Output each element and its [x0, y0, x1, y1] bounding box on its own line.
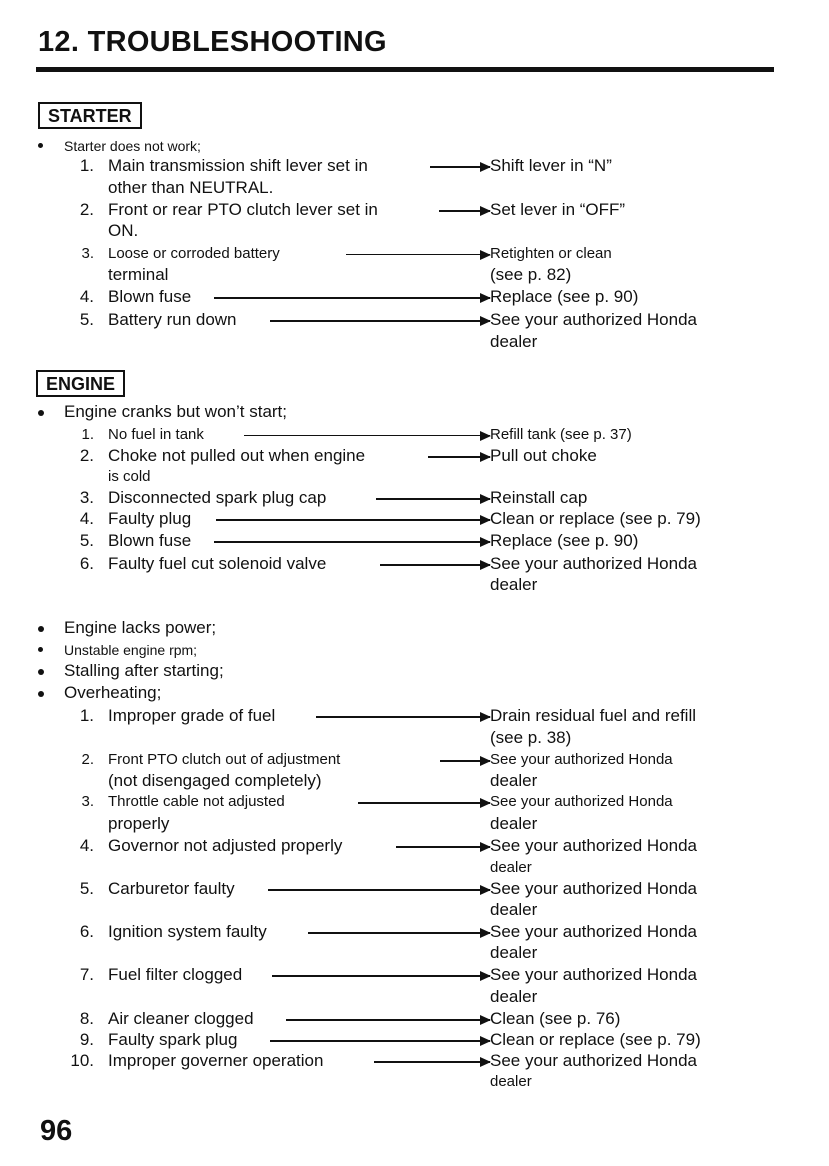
engine-item-2 [56, 750, 766, 772]
cause-text: Improper governer operation [108, 1051, 324, 1070]
starter-item-1 [56, 156, 766, 178]
cause-text: No fuel in tank [108, 426, 204, 443]
bullet-dot-icon [38, 669, 44, 675]
engine-item-10 [56, 1051, 766, 1073]
remedy-text: Replace (see p. 90) [490, 287, 639, 306]
engine-item-2 [56, 446, 766, 468]
arrow-icon [286, 1019, 490, 1021]
remedy-text: Set lever in “OFF” [490, 200, 626, 219]
remedy-text: See your authorized Honda [490, 310, 697, 329]
page-title: 12. TROUBLESHOOTING [38, 26, 387, 58]
cause-text-cont: properly [108, 814, 170, 833]
remedy-text: Reinstall cap [490, 488, 588, 507]
engine-item-1 [56, 706, 766, 728]
starter-item-4 [56, 287, 766, 309]
engine-item-3 [56, 792, 766, 814]
bullet-dot-icon [38, 626, 44, 632]
engine-item-7 [56, 965, 766, 987]
arrow-icon [270, 1040, 490, 1042]
arrow-icon [214, 541, 490, 543]
remedy-text: Shift lever in “N” [490, 156, 612, 175]
arrow-icon [428, 456, 490, 458]
remedy-text-cont: (see p. 38) [490, 728, 572, 747]
arrow-icon [440, 760, 490, 762]
engine-item-6 [56, 922, 766, 944]
condition-text: Stalling after starting; [64, 661, 224, 680]
remedy-text-cont: (see p. 82) [490, 265, 572, 284]
remedy-text: Replace (see p. 90) [490, 531, 639, 550]
remedy-text: Drain residual fuel and refill [490, 706, 696, 725]
item-number: 5. [79, 879, 94, 898]
condition-text: Engine cranks but won’t start; [64, 402, 288, 421]
cause-text: Front or rear PTO clutch lever set in [108, 200, 378, 219]
item-number: 4. [79, 509, 94, 528]
cause-text: Main transmission shift lever set in [108, 156, 368, 175]
remedy-text-cont: dealer [490, 575, 538, 594]
engine-item-4-cont [56, 858, 766, 880]
item-number: 4. [79, 836, 94, 855]
item-number: 1. [79, 706, 94, 725]
remedy-text: See your authorized Honda [490, 554, 697, 573]
item-number: 3. [81, 245, 94, 262]
remedy-text-cont: dealer [490, 943, 538, 962]
item-number: 6. [79, 922, 94, 941]
engine-item-6-cont [56, 943, 766, 965]
cause-text: Fuel filter clogged [108, 965, 243, 984]
remedy-text: See your authorized Honda [490, 879, 697, 898]
cause-text: Blown fuse [108, 531, 192, 550]
item-number: 8. [79, 1009, 94, 1028]
condition-text: Engine lacks power; [64, 618, 217, 637]
remedy-text: Retighten or clean [490, 245, 612, 262]
engine-item-8 [56, 1009, 766, 1031]
remedy-text: Pull out choke [490, 446, 597, 465]
item-number: 2. [81, 751, 94, 768]
remedy-text: Clean (see p. 76) [490, 1009, 621, 1028]
engine-item-3-cont [56, 814, 766, 836]
cause-text: Throttle cable not adjusted [108, 793, 285, 810]
engine-item-5 [56, 531, 766, 553]
engine-item-6-cont [56, 575, 766, 597]
item-number: 1. [81, 426, 94, 443]
engine-item-1-cont [56, 728, 766, 750]
item-number: 1. [79, 156, 94, 175]
arrow-icon [346, 254, 490, 255]
arrow-icon [244, 435, 490, 436]
arrow-icon [376, 498, 490, 500]
cause-text: Faulty fuel cut solenoid valve [108, 554, 327, 573]
condition-text: Starter does not work; [64, 138, 201, 154]
condition-text: Overheating; [64, 683, 162, 702]
cause-text: Blown fuse [108, 287, 192, 306]
bullet-dot-icon [38, 647, 43, 652]
bullet-dot-icon [38, 691, 44, 697]
item-number: 3. [79, 488, 94, 507]
starter-item-3-cont [56, 265, 766, 287]
item-number: 2. [79, 446, 94, 465]
engine-item-5-cont [56, 900, 766, 922]
item-number: 3. [81, 793, 94, 810]
arrow-icon [396, 846, 490, 848]
cause-text-cont: terminal [108, 265, 169, 284]
starter-item-5-cont [56, 332, 766, 354]
starter-item-1-cont [56, 178, 766, 200]
arrow-icon [308, 932, 490, 934]
engine-item-6 [56, 554, 766, 576]
remedy-text: Clean or replace (see p. 79) [490, 509, 701, 528]
cause-text: Faulty plug [108, 509, 192, 528]
cause-text: Faulty spark plug [108, 1030, 238, 1049]
arrow-icon [214, 297, 490, 299]
cause-text: Governor not adjusted properly [108, 836, 343, 855]
cause-text-cont: ON. [108, 221, 139, 240]
engine-item-3 [56, 488, 766, 510]
cause-text: Choke not pulled out when engine [108, 446, 366, 465]
arrow-icon [374, 1061, 490, 1063]
remedy-text: Refill tank (see p. 37) [490, 426, 632, 443]
arrow-icon [316, 716, 490, 718]
remedy-text: See your authorized Honda [490, 793, 673, 810]
engine-item-4 [56, 509, 766, 531]
item-number: 5. [79, 531, 94, 550]
remedy-text: See your authorized Honda [490, 965, 697, 984]
cause-text: Air cleaner clogged [108, 1009, 254, 1028]
cause-text: Improper grade of fuel [108, 706, 276, 725]
remedy-text: Clean or replace (see p. 79) [490, 1030, 701, 1049]
page-number: 96 [40, 1115, 73, 1147]
remedy-text-cont: dealer [490, 900, 538, 919]
starter-item-3 [56, 244, 766, 266]
condition-text: Unstable engine rpm; [64, 642, 198, 658]
item-number: 2. [79, 200, 94, 219]
arrow-icon [439, 210, 490, 212]
cause-text-cont: (not disengaged completely) [108, 771, 322, 790]
remedy-text-cont: dealer [490, 859, 532, 876]
starter-item-5 [56, 310, 766, 332]
arrow-icon [216, 519, 490, 521]
item-number: 9. [79, 1030, 94, 1049]
item-number: 7. [79, 965, 94, 984]
title-rule [36, 67, 774, 72]
cause-text: Disconnected spark plug cap [108, 488, 327, 507]
item-number: 4. [79, 287, 94, 306]
arrow-icon [268, 889, 490, 891]
cause-text: Battery run down [108, 310, 237, 329]
engine-heading: ENGINE [36, 370, 125, 397]
remedy-text-cont: dealer [490, 332, 538, 351]
cause-text: Loose or corroded battery [108, 245, 280, 262]
arrow-icon [358, 802, 490, 804]
remedy-text-cont: dealer [490, 1073, 532, 1090]
arrow-icon [380, 564, 490, 566]
cause-text: Ignition system faulty [108, 922, 267, 941]
bullet-dot-icon [38, 143, 43, 148]
engine-item-1 [56, 425, 766, 447]
starter-item-2-cont [56, 221, 766, 243]
cause-text-cont: is cold [108, 468, 151, 485]
cause-text-cont: other than NEUTRAL. [108, 178, 274, 197]
remedy-text-cont: dealer [490, 771, 538, 790]
cause-text: Carburetor faulty [108, 879, 235, 898]
remedy-text: See your authorized Honda [490, 1051, 697, 1070]
arrow-icon [270, 320, 490, 322]
starter-item-2 [56, 200, 766, 222]
engine-item-5 [56, 879, 766, 901]
bullet-dot-icon [38, 410, 44, 416]
item-number: 5. [79, 310, 94, 329]
engine-item-2-cont [56, 467, 766, 489]
remedy-text: See your authorized Honda [490, 836, 697, 855]
engine-item-2-cont [56, 771, 766, 793]
arrow-icon [430, 166, 490, 168]
remedy-text: See your authorized Honda [490, 751, 673, 768]
remedy-text: See your authorized Honda [490, 922, 697, 941]
starter-heading: STARTER [38, 102, 142, 129]
engine-item-10-cont [56, 1072, 766, 1094]
arrow-icon [272, 975, 490, 977]
item-number: 6. [79, 554, 94, 573]
engine-item-9 [56, 1030, 766, 1052]
remedy-text-cont: dealer [490, 814, 538, 833]
cause-text: Front PTO clutch out of adjustment [108, 751, 341, 768]
engine-item-7-cont [56, 987, 766, 1009]
engine-item-4 [56, 836, 766, 858]
item-number: 10. [70, 1051, 94, 1070]
remedy-text-cont: dealer [490, 987, 538, 1006]
